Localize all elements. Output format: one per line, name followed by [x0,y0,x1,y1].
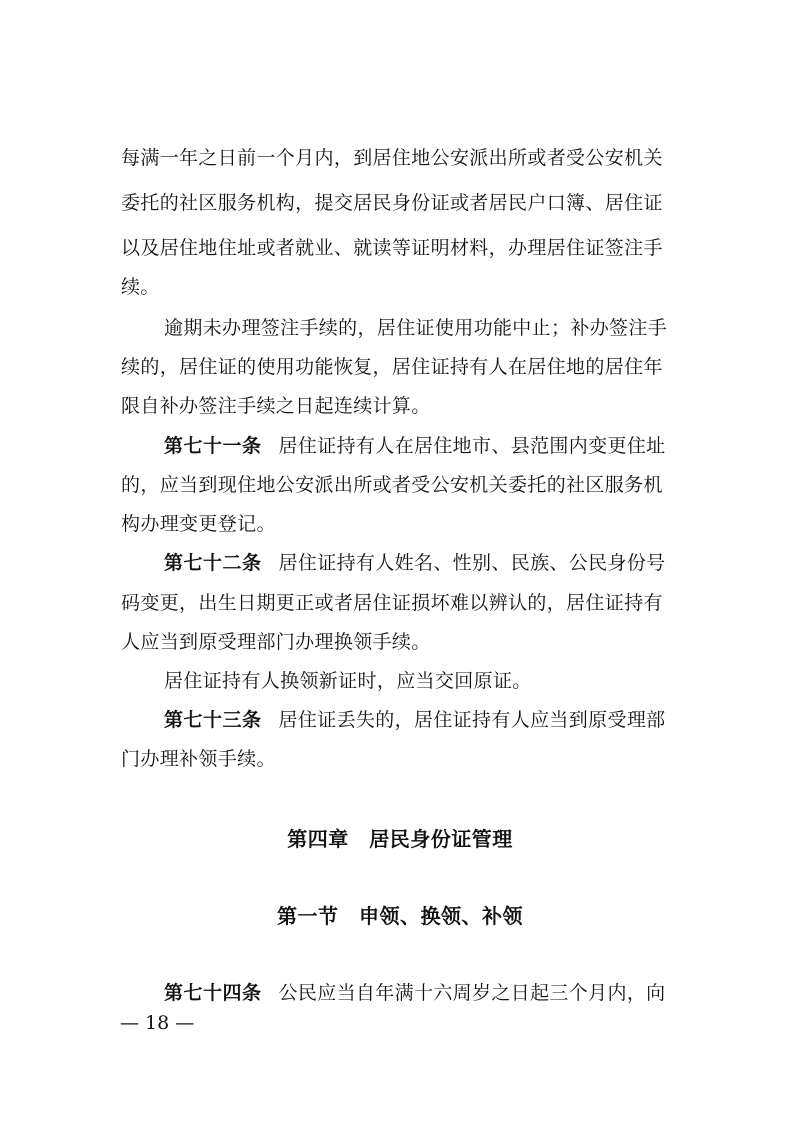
body-line: 限自补办签注手续之日起连续计算。 [121,395,431,417]
article-number: 第七十四条 [164,982,262,1004]
article-line [164,981,666,1005]
body-line: 以及居住地住址或者就业、就读等证明材料，办理居住证签注手 [121,237,663,259]
body-line: 码变更，出生日期更正或者居住证损坏难以辨认的，居住证持有 [121,592,663,614]
article-number: 第七十三条 [164,709,262,731]
article-text: 居住证持有人在居住地市、县范围内变更住址 [278,435,666,457]
article-line [164,708,666,732]
article-number: 第七十一条 [164,435,262,457]
body-line: 续。 [121,276,160,298]
chapter-heading: 第四章 居民身份证管理 [287,827,513,851]
body-line: 门办理补领手续。 [121,748,276,770]
article-line [164,434,666,458]
page-number: — 18 — [120,1012,195,1034]
body-line: 的，应当到现住地公安派出所或者受公安机关委托的社区服务机 [121,474,663,496]
body-line: 委托的社区服务机构，提交居民身份证或者居民户口簿、居住证 [121,192,663,214]
body-line: 续的，居住证的使用功能恢复，居住证持有人在居住地的居住年 [121,356,663,378]
article-text: 公民应当自年满十六周岁之日起三个月内，向 [278,982,666,1004]
article-text: 居住证丢失的，居住证持有人应当到原受理部 [278,709,666,731]
article-line [164,551,666,575]
section-heading: 第一节 申领、换领、补领 [277,904,523,928]
body-line: 每满一年之日前一个月内，到居住地公安派出所或者受公安机关 [121,147,663,169]
body-line: 逾期未办理签注手续的，居住证使用功能中止；补办签注手 [164,317,668,339]
article-number: 第七十二条 [164,552,262,574]
body-line: 居住证持有人换领新证时，应当交回原证。 [164,670,532,692]
article-text: 居住证持有人姓名、性别、民族、公民身份号 [278,552,666,574]
body-line: 人应当到原受理部门办理换领手续。 [121,631,431,653]
body-line: 构办理变更登记。 [121,513,276,535]
